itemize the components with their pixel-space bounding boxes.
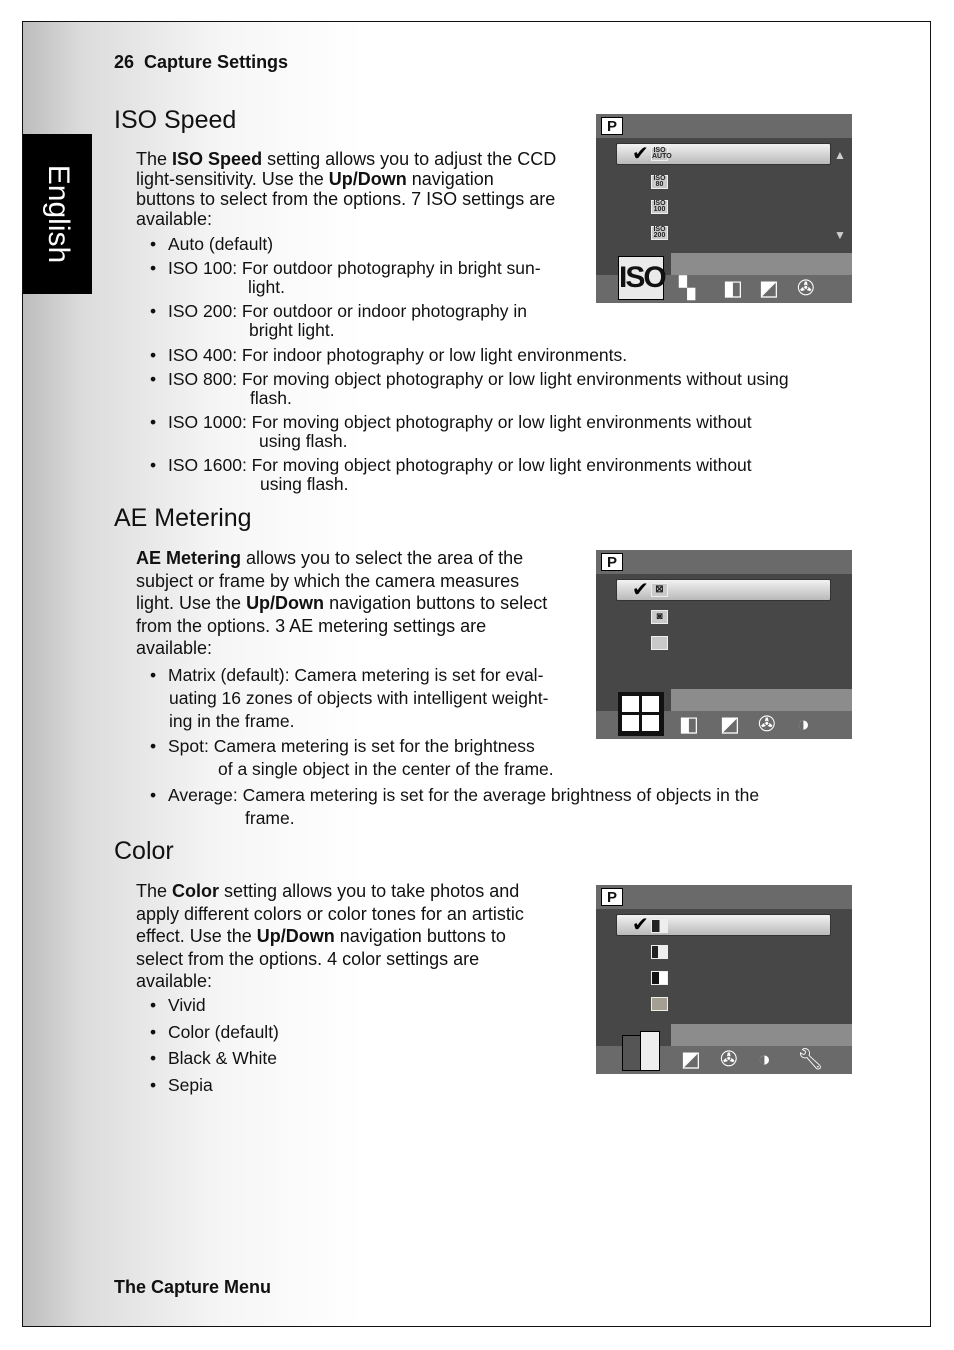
check-icon: ✔ [632,914,649,936]
metering-large-icon [618,692,664,736]
scroll-down-icon: ▼ [834,228,846,242]
iso-100-icon: ISO 100 [651,200,668,214]
iso-auto-icon: ISO AUTO [652,147,672,160]
iso-intro: The ISO Speed setting allows you to adjust the CCD light-sensitivity. Use the Up/Down navigation buttons to select from the options. 7 ISO settings are available: [136,149,557,229]
color-large-icon [618,1027,664,1071]
ae-intro: AE Metering allows you to select the area of the subject or frame by which the camera measures light. Use the Up/Down navigation buttons to select from the options. 3 AE metering settings are available: [136,548,548,658]
contrast-icon: ◑ [758,1048,771,1071]
scroll-up-icon: ▲ [834,148,846,162]
check-icon: ✔ [632,143,649,165]
color-heading: Color [114,837,174,865]
metering-icon: ▚ [679,277,696,300]
effect-icon: ✇ [797,277,815,300]
average-metering-icon [651,636,668,650]
color-icon: ◧ [679,713,699,736]
program-mode-icon: P [601,888,623,906]
program-mode-icon: P [601,117,623,135]
page-header: 26 Capture Settings [114,52,289,72]
contrast-icon: ◑ [797,713,810,736]
color-intro: The Color setting allows you to take photos and apply different colors or color tones for an artistic effect. Use the Up/Down navigation buttons to select from the options. 4 color settings are available: [136,881,524,991]
language-tab: English [23,134,92,294]
ae-camera-screen [596,550,852,739]
exposure-icon: ◩ [681,1048,701,1071]
vivid-color-icon [651,919,668,933]
wrench-icon: 🔧︎ [797,1048,824,1071]
exposure-icon: ◩ [759,277,779,300]
iso-camera-screen [596,114,852,303]
page-footer: The Capture Menu [114,1277,272,1297]
color-icon: ◧ [723,277,743,300]
exposure-icon: ◩ [720,713,740,736]
effect-icon: ✇ [720,1048,738,1071]
effect-icon: ✇ [758,713,776,736]
ae-heading: AE Metering [114,504,252,532]
matrix-metering-icon: ⊠ [651,583,668,597]
black-white-icon [651,971,668,985]
iso-large-icon: ISO [618,256,664,300]
spot-metering-icon: ◙ [651,610,668,624]
iso-80-icon: ISO 80 [651,175,668,189]
sepia-icon [651,997,668,1011]
iso-heading: ISO Speed [114,106,237,134]
color-camera-screen [596,885,852,1074]
check-icon: ✔ [632,579,649,601]
standard-color-icon [651,945,668,959]
program-mode-icon: P [601,553,623,571]
iso-200-icon: ISO 200 [651,226,668,240]
